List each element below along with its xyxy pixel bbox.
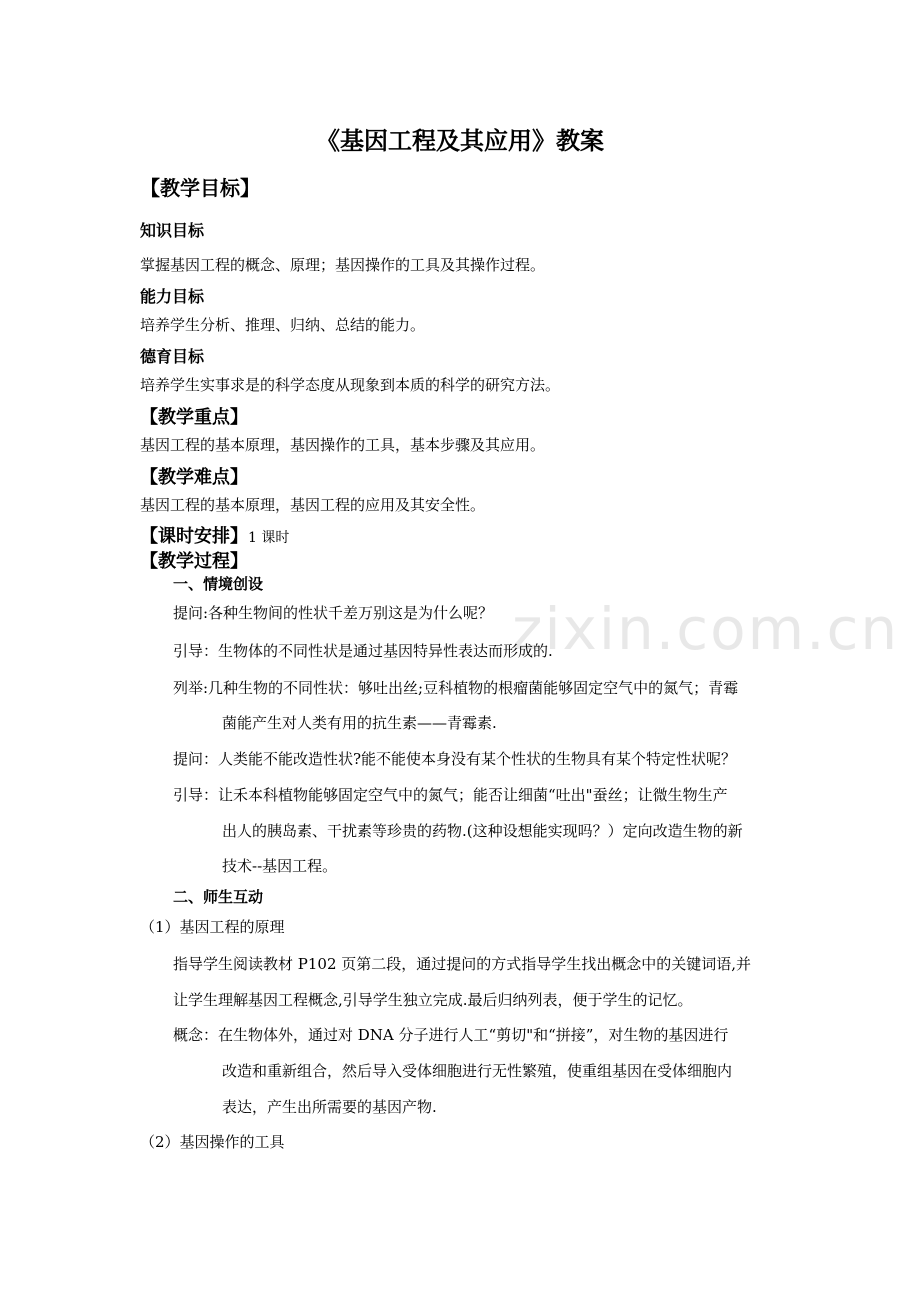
concept-line-a: 概念：在生物体外，通过对 DNA 分子进行人工“剪切"和“拼接”，对生物的基因进行	[173, 1026, 729, 1044]
guide-2-line-c: 技术--基因工程。	[222, 857, 338, 875]
ability-objective-text: 培养学生分析、推理、归纳、总结的能力。	[140, 316, 426, 334]
process-heading: 【教学过程】	[140, 551, 248, 572]
schedule-heading: 【课时安排】	[140, 526, 248, 547]
difficult-points-heading: 【教学难点】	[140, 467, 248, 488]
question-2: 提问：人类能不能改造性状?能不能使本身没有某个性状的生物具有某个特定性状呢？	[173, 750, 737, 768]
knowledge-objective-text: 掌握基因工程的概念、原理；基因操作的工具及其操作过程。	[140, 256, 546, 274]
subsection-1-para-b: 让学生理解基因工程概念,引导学生独立完成.最后归纳列表，便于学生的记忆。	[173, 991, 693, 1009]
ability-objective-label: 能力目标	[140, 287, 205, 306]
key-points-text: 基因工程的基本原理，基因操作的工具，基本步骤及其应用。	[140, 436, 546, 454]
moral-objective-text: 培养学生实事求是的科学态度从现象到本质的科学的研究方法。	[140, 376, 561, 394]
document-title: 《基因工程及其应用》教案	[316, 126, 604, 155]
subsection-2-title: （2）基因操作的工具	[140, 1133, 285, 1151]
guide-2-line-a: 引导：让禾本科植物能够固定空气中的氮气；能否让细菌“吐出"蚕丝；让微生物生产	[173, 786, 728, 804]
section1-title: 一、情境创设	[173, 575, 264, 593]
difficult-points-text: 基因工程的基本原理，基因工程的应用及其安全性。	[140, 496, 486, 514]
guide-1: 引导：生物体的不同性状是通过基因特异性表达而形成的.	[173, 642, 553, 660]
moral-objective-label: 德育目标	[140, 347, 205, 366]
examples-line-a: 列举:几种生物的不同性状：够吐出丝;豆科植物的根瘤菌能够固定空气中的氮气；青霉	[173, 679, 739, 697]
subsection-1-title: （1）基因工程的原理	[140, 918, 285, 936]
section2-title: 二、师生互动	[173, 888, 264, 906]
schedule-line	[140, 522, 289, 548]
key-points-heading: 【教学重点】	[140, 407, 248, 428]
question-1: 提问:各种生物间的性状千差万别这是为什么呢？	[173, 604, 494, 622]
examples-line-b: 菌能产生对人类有用的抗生素——青霉素.	[222, 714, 497, 732]
objectives-heading: 【教学目标】	[140, 176, 260, 200]
watermark: zixin.com.cn	[512, 595, 900, 663]
subsection-1-para-a: 指导学生阅读教材 P102 页第二段，通过提问的方式指导学生找出概念中的关键词语,并	[173, 955, 752, 973]
schedule-value: 1 课时	[248, 530, 290, 546]
knowledge-objective-label: 知识目标	[140, 221, 205, 240]
guide-2-line-b: 出人的胰岛素、干扰素等珍贵的药物.(这种设想能实现吗？）定向改造生物的新	[222, 822, 743, 840]
concept-line-b: 改造和重新组合，然后导入受体细胞进行无性繁殖，使重组基因在受体细胞内	[222, 1062, 733, 1080]
concept-line-c: 表达，产生出所需要的基因产物.	[222, 1098, 437, 1116]
